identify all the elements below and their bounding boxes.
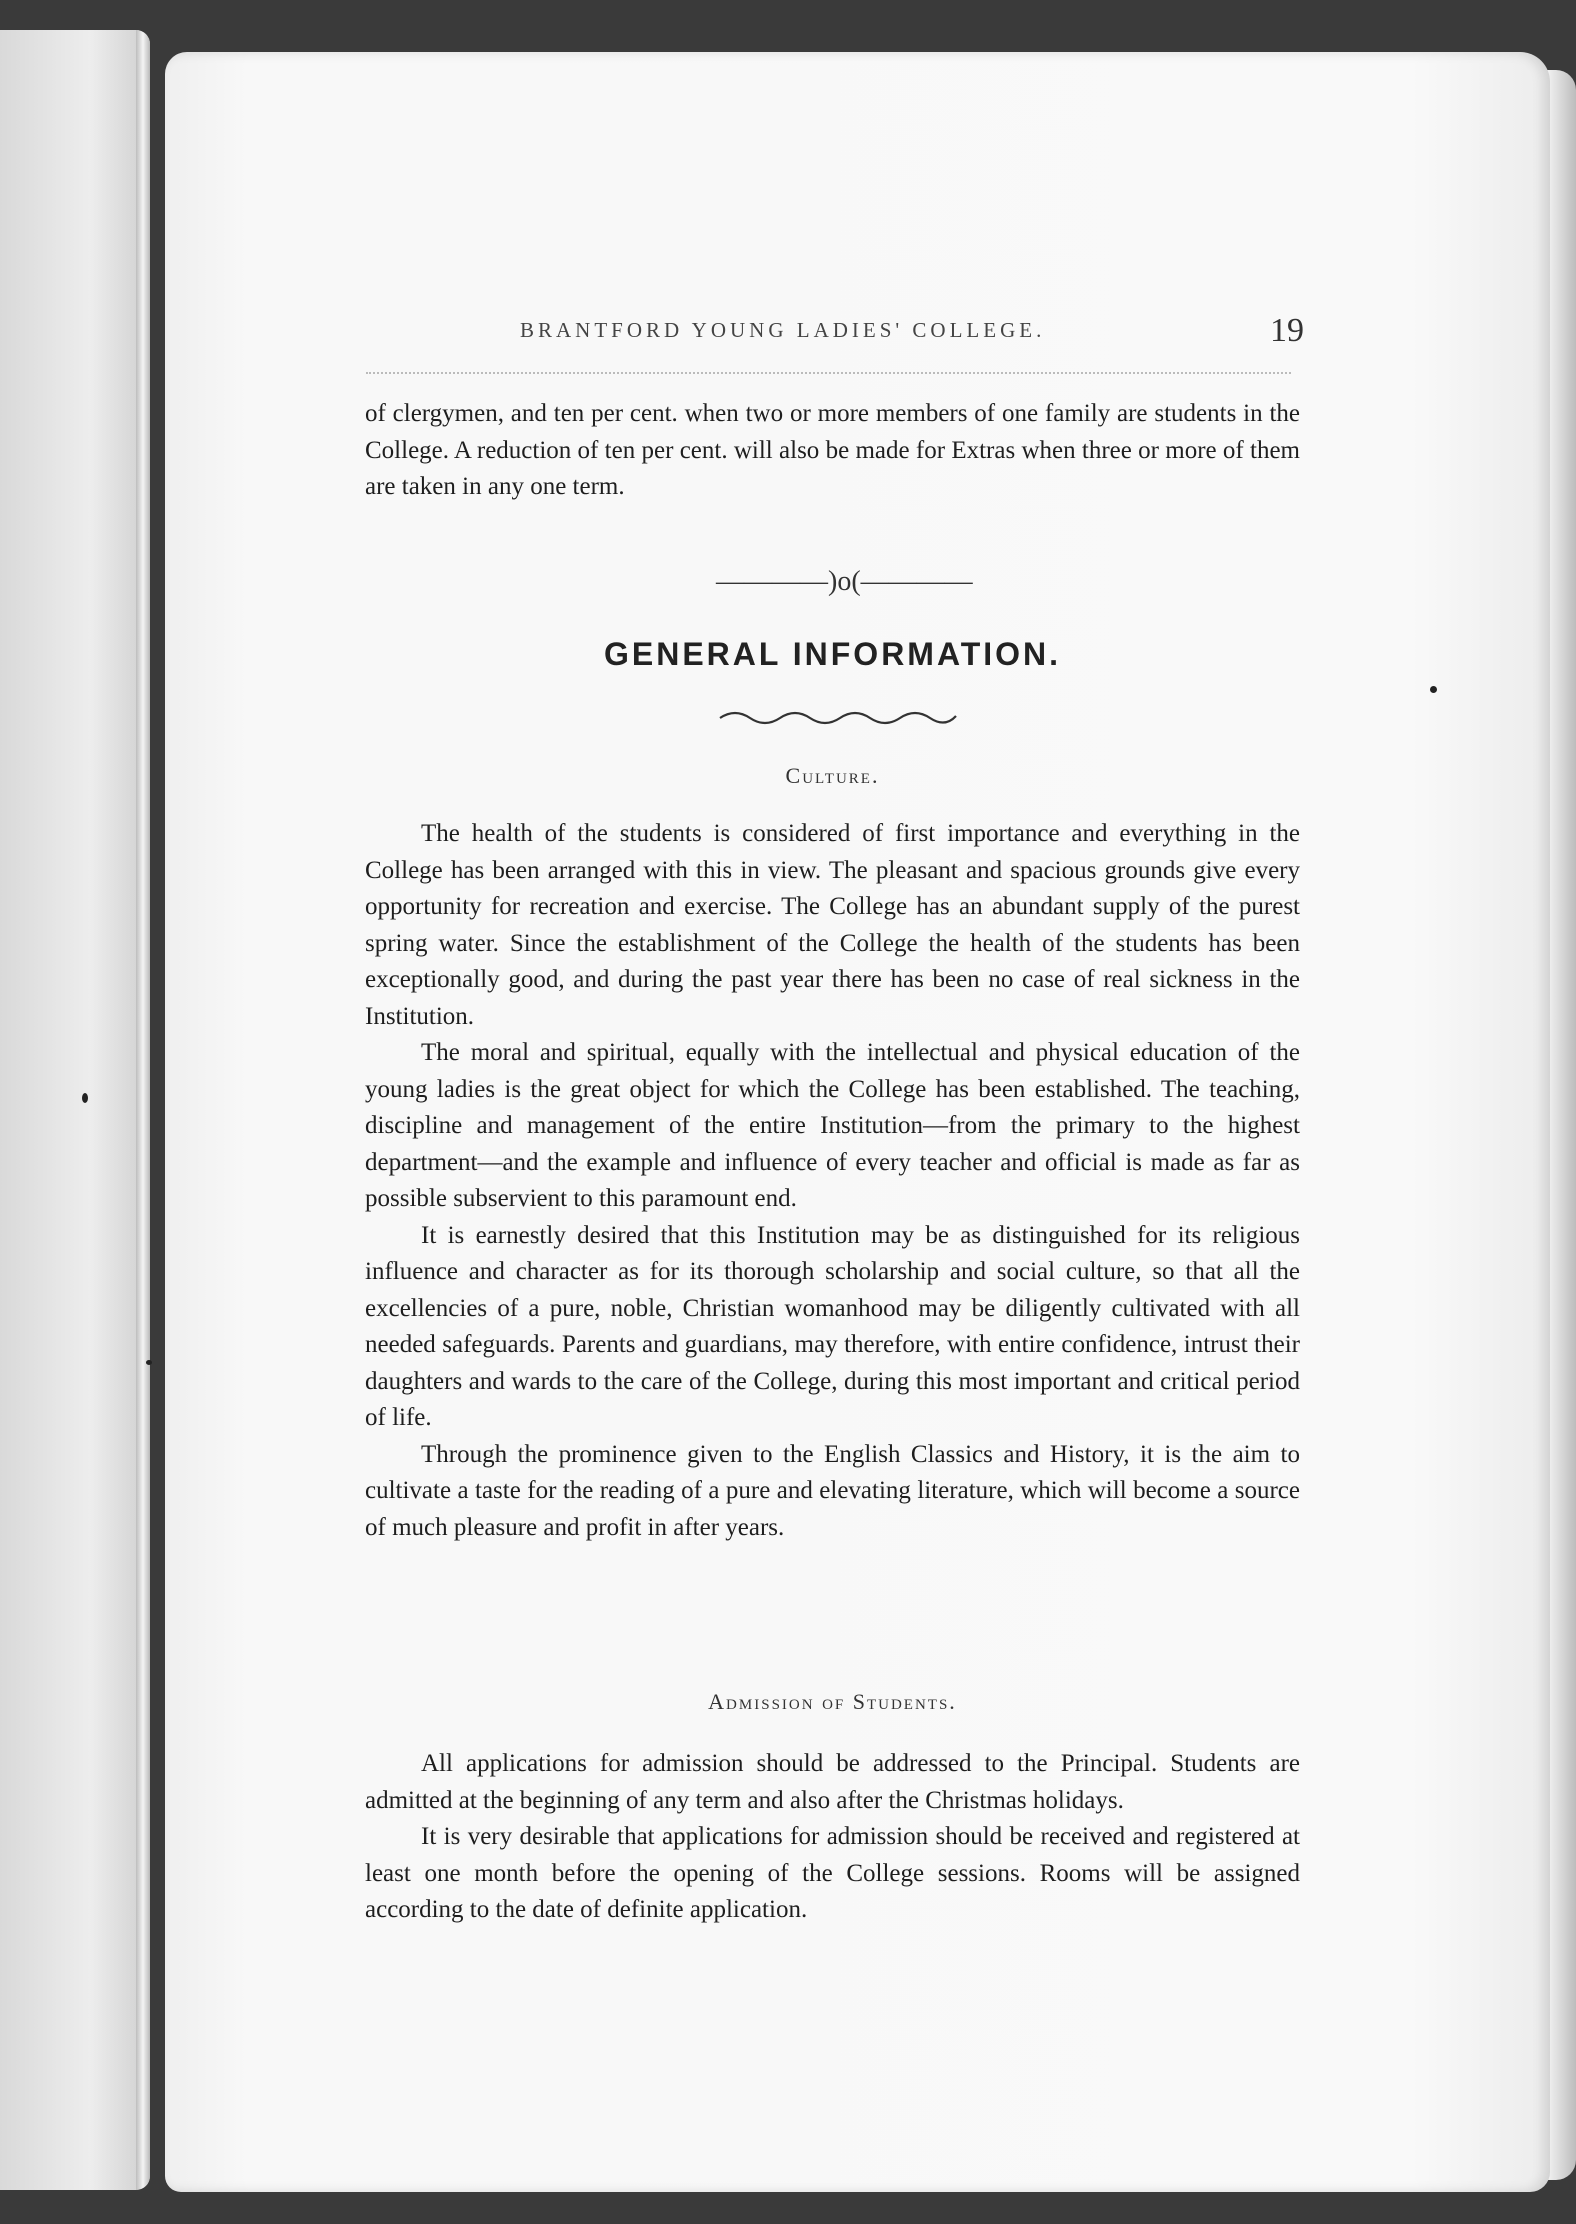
culture-paragraph: It is earnestly desired that this Institution may be as distinguished for its religious influence and character as for its thorough scholarship and social culture, so that all the excellencies of a pure, noble, Christian womanhood may be diligently cultivated with all needed safeguards. Parents and guardians, may therefore, with entire confidence, intrust their daughters and wards to the care of the College, during this most important and critical period of life. xyxy=(365,1221,1300,1431)
culture-text xyxy=(365,816,1300,1546)
section-divider: ————)o(———— xyxy=(716,566,973,597)
running-head: BRANTFORD YOUNG LADIES' COLLEGE. xyxy=(520,318,1046,342)
scan-speck xyxy=(82,1093,88,1103)
section-title: GENERAL INFORMATION. xyxy=(603,636,1062,672)
page-number: 19 xyxy=(1270,312,1304,349)
culture-paragraph: Through the prominence given to the English Classics and History, it is the aim to cultivate a taste for the reading of a pure and elevating literature, which will become a source of much pleasure and profit in after years. xyxy=(365,1440,1300,1541)
scan-speck xyxy=(146,1360,152,1365)
intro-paragraph: of clergymen, and ten per cent. when two or more members of one family are students in the College. A reduction of ten per cent. will also be made for Extras when three or more of them are taken in any one term. xyxy=(365,400,1300,500)
wavy-rule-ornament xyxy=(718,706,958,730)
admission-heading: Admission of Students. xyxy=(708,1689,957,1714)
culture-paragraph: The moral and spiritual, equally with the intellectual and physical education of the young ladies is the great object for which the College has been established. The teaching, discipline and management of the entire Institution—from the primary to the highest department—and the example and influence of every teacher and official is made as far as possible subservient to this paramount end. xyxy=(365,1039,1300,1212)
admission-paragraph: It is very desirable that applications for admission should be received and registered at least one month before the opening of the College sessions. Rooms will be assigned according to the date of definite application. xyxy=(365,1823,1300,1923)
culture-paragraph: The health of the students is considered of first importance and everything in the College has been arranged with this in view. The pleasant and spacious grounds give every opportunity for recreation and exercise. The College has an abundant supply of the purest spring water. Since the establishment of the College the health of the students has been exceptionally good, and during the past year there has been no case of real sickness in the Institution. xyxy=(365,820,1300,1030)
admission-paragraph: All applications for admission should be addressed to the Principal. Students are admitted at the beginning of any term and also after the Christmas holidays. xyxy=(365,1750,1300,1814)
left-page-fore-edge xyxy=(136,30,150,2190)
culture-heading: Culture. xyxy=(785,763,880,788)
intro-text xyxy=(365,396,1300,506)
scan-speck xyxy=(1430,686,1437,693)
left-page-edge xyxy=(0,30,150,2190)
admission-text xyxy=(365,1746,1300,1929)
header-rule xyxy=(366,372,1291,374)
